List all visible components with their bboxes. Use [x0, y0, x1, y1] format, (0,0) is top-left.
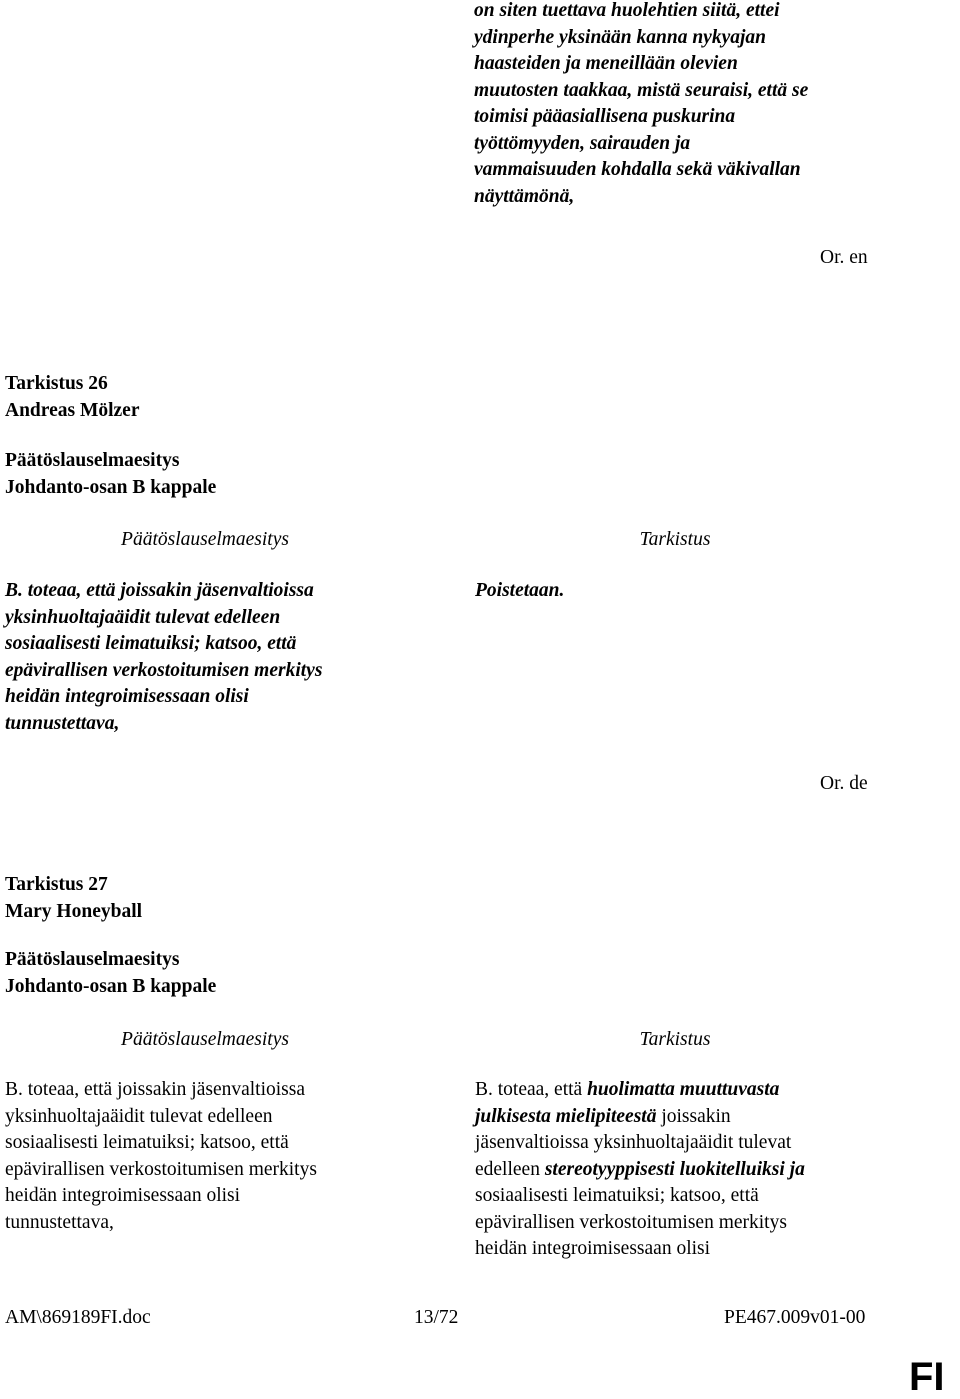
- text-line: sosiaalisesti leimatuiksi; katsoo, että: [5, 633, 297, 654]
- text-line: työttömyyden, sairauden ja: [474, 132, 691, 154]
- column-header-left: Päätöslauselmaesitys: [121, 529, 289, 550]
- amendment-number: Tarkistus 26: [5, 373, 108, 394]
- amendment-author: Mary Honeyball: [5, 900, 143, 922]
- text-line: epävirallisen verkostoitumisen merkitys: [475, 1211, 787, 1233]
- text-line: B. toteaa, että joissakin jäsenvaltioissa: [5, 580, 314, 601]
- text-line: on siten tuettava huolehtien siitä, ettei: [474, 0, 780, 21]
- text-line: yksinhuoltajaäidit tulevat edelleen: [5, 606, 281, 628]
- footer-doc-ref: AM\869189FI.doc: [5, 1307, 151, 1328]
- amendment-target: [5, 448, 216, 501]
- text-line: haasteiden ja meneillään olevien: [474, 53, 738, 74]
- inserted-text: stereotyyppisesti luokitelluiksi ja: [544, 1158, 805, 1180]
- target-section: Johdanto-osan B kappale: [5, 975, 217, 997]
- amended-text: [475, 1077, 915, 1263]
- original-language: Or. en: [820, 247, 868, 268]
- text-line: epävirallisen verkostoitumisen merkitys: [5, 1158, 317, 1180]
- text-line: [475, 1077, 915, 1104]
- original-language: Or. de: [820, 773, 868, 794]
- text-line: sosiaalisesti leimatuiksi; katsoo, että: [475, 1185, 759, 1206]
- text-line: muutosten taakkaa, mistä seuraisi, että se: [474, 79, 809, 101]
- text-line: toimisi pääasiallisena puskurina: [474, 106, 736, 127]
- inserted-text: julkisesta mielipiteestä: [475, 1105, 657, 1127]
- text-run: edelleen: [475, 1158, 545, 1180]
- amendment-header: [5, 371, 139, 424]
- amendment-header: [5, 872, 142, 925]
- column-header-right: Tarkistus: [639, 1029, 711, 1050]
- text-line: heidän integroimisessaan olisi: [5, 686, 249, 707]
- target-section: Johdanto-osan B kappale: [5, 476, 217, 498]
- amendment-number: Tarkistus 27: [5, 874, 108, 895]
- text-line: vammaisuuden kohdalla sekä väkivallan: [474, 159, 801, 180]
- text-line: näyttämönä,: [474, 185, 575, 207]
- inserted-text: huolimatta muuttuvasta: [587, 1079, 780, 1100]
- original-text: [5, 1077, 405, 1236]
- continued-paragraph: [474, 0, 914, 210]
- target-document: Päätöslauselmaesitys: [5, 450, 180, 471]
- text-line: heidän integroimisessaan olisi: [475, 1238, 711, 1259]
- text-line: yksinhuoltajaäidit tulevat edelleen: [5, 1105, 273, 1127]
- text-line: heidän integroimisessaan olisi: [5, 1185, 241, 1206]
- column-header-right: Tarkistus: [639, 529, 711, 550]
- text-line: [475, 1104, 915, 1131]
- target-document: Päätöslauselmaesitys: [5, 949, 180, 970]
- text-line: sosiaalisesti leimatuiksi; katsoo, että: [5, 1132, 289, 1153]
- text-line: [475, 1157, 915, 1184]
- amendment-target: [5, 947, 216, 1000]
- footer-pe-ref: PE467.009v01-00: [724, 1307, 866, 1328]
- amended-text: Poistetaan.: [475, 580, 565, 601]
- text-run: B. toteaa, että: [475, 1079, 588, 1100]
- footer-page-number: 13/72: [414, 1307, 459, 1328]
- text-line: tunnustettava,: [5, 1211, 114, 1233]
- text-line: B. toteaa, että joissakin jäsenvaltioissa: [5, 1079, 306, 1100]
- text-run: joissakin: [656, 1105, 731, 1127]
- amendment-author: Andreas Mölzer: [5, 399, 140, 421]
- text-line: tunnustettava,: [5, 712, 120, 734]
- text-line: jäsenvaltioissa yksinhuoltajaäidit tulevat: [475, 1132, 792, 1153]
- original-text: [5, 578, 405, 737]
- column-header-left: Päätöslauselmaesitys: [121, 1029, 289, 1050]
- language-code: FI: [909, 1355, 945, 1399]
- text-line: ydinperhe yksinään kanna nykyajan: [474, 26, 766, 48]
- text-line: epävirallisen verkostoitumisen merkitys: [5, 659, 323, 681]
